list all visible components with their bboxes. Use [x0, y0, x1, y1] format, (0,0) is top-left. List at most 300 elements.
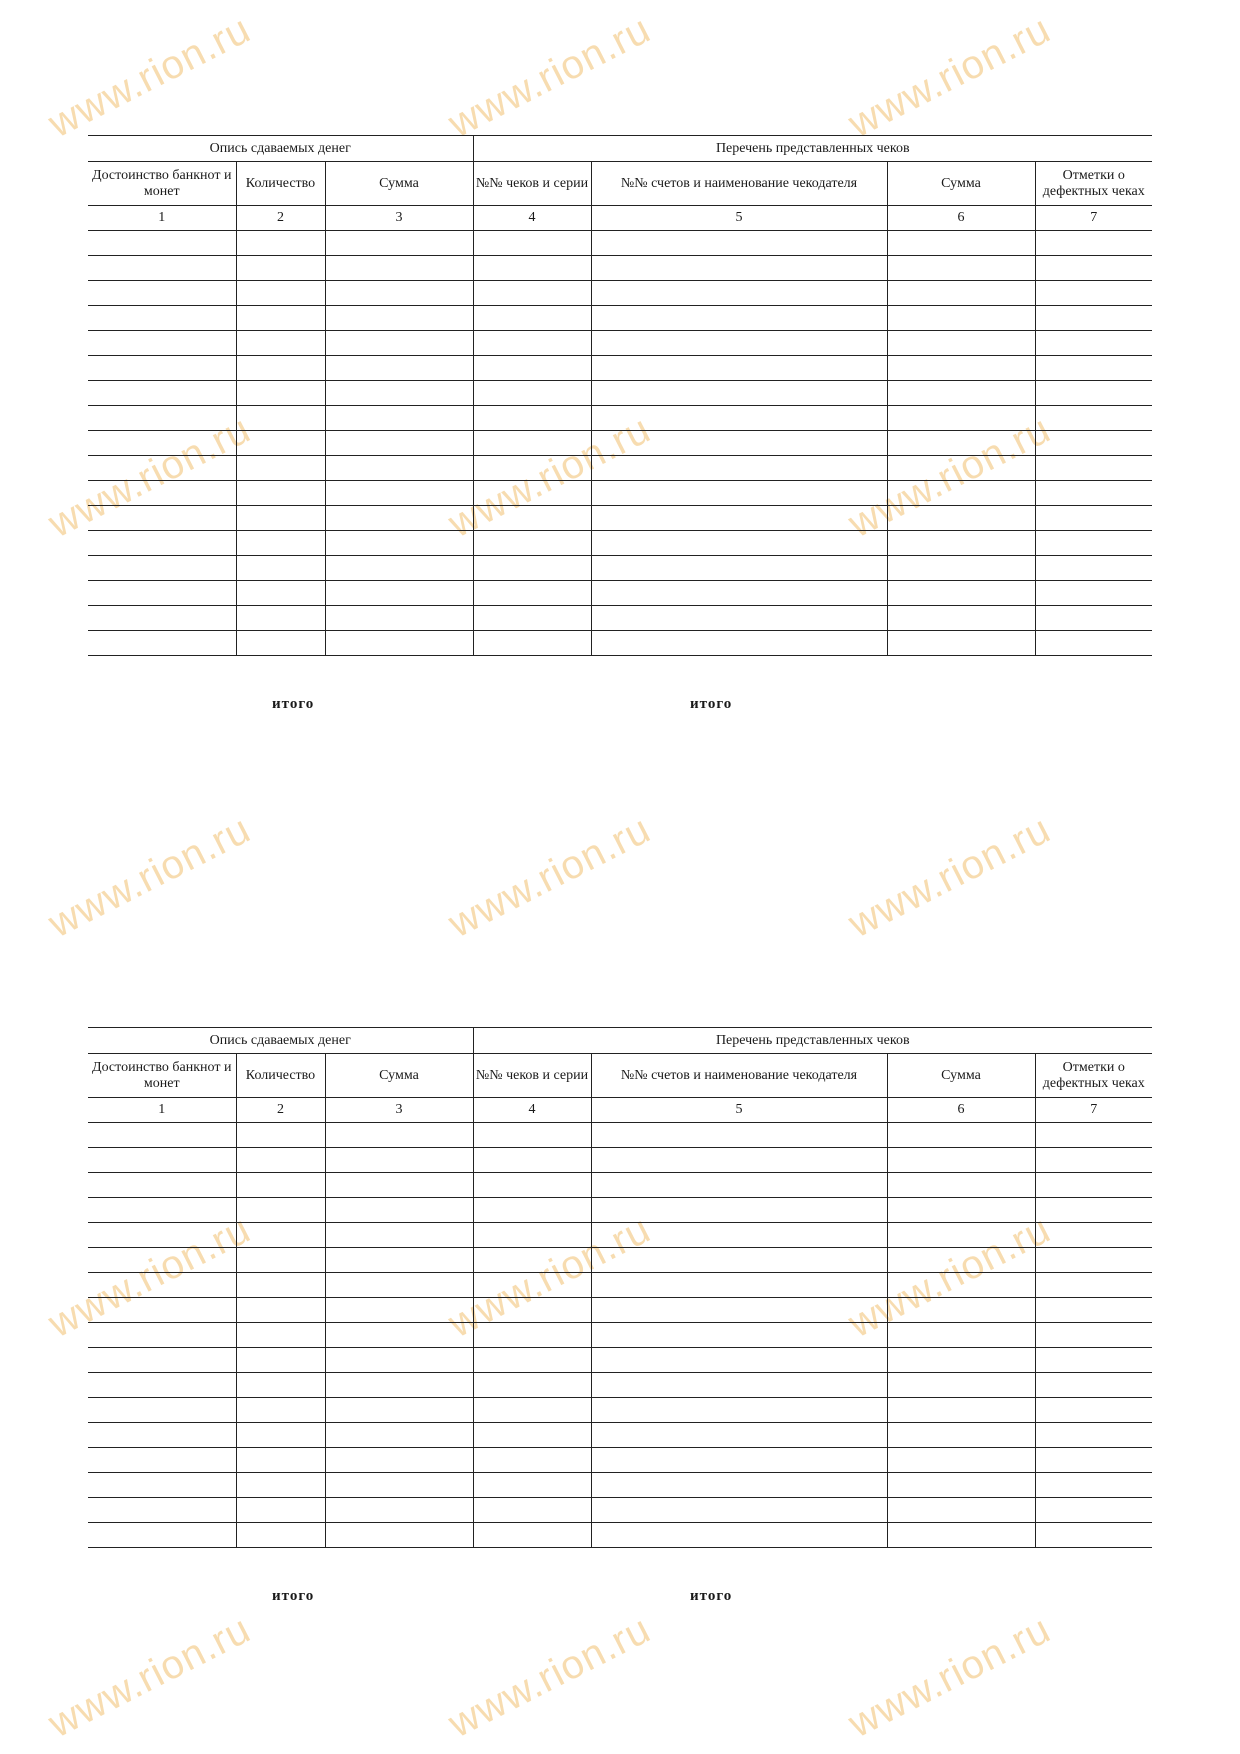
blank-cell — [236, 481, 325, 506]
blank-row — [88, 1148, 1152, 1173]
blank-cell — [591, 531, 887, 556]
total-label-checks: итого — [690, 696, 733, 712]
blank-cell — [1035, 331, 1152, 356]
blank-cell — [236, 1448, 325, 1473]
watermark-text: www.rion.ru — [441, 807, 658, 947]
blank-cell — [591, 1173, 887, 1198]
blank-cell — [887, 1498, 1035, 1523]
blank-cell — [236, 431, 325, 456]
blank-cell — [887, 1323, 1035, 1348]
blank-cell — [591, 506, 887, 531]
blank-cell — [325, 406, 473, 431]
blank-cell — [325, 456, 473, 481]
blank-cell — [236, 1298, 325, 1323]
blank-row — [88, 506, 1152, 531]
blank-cell — [1035, 356, 1152, 381]
blank-cell — [325, 1348, 473, 1373]
blank-cell — [1035, 1273, 1152, 1298]
blank-cell — [887, 281, 1035, 306]
header-check-numbers: №№ чеков и серии — [473, 1054, 591, 1098]
blank-cell — [1035, 1323, 1152, 1348]
blank-cell — [325, 481, 473, 506]
blank-cell — [236, 306, 325, 331]
header-defect-marks: Отметки о дефектных чеках — [1035, 162, 1152, 206]
blank-cell — [236, 1323, 325, 1348]
header-accounts-drawer: №№ счетов и наименование чекодателя — [591, 162, 887, 206]
blank-cell — [1035, 456, 1152, 481]
blank-cell — [887, 1298, 1035, 1323]
watermark-text: www.rion.ru — [841, 807, 1058, 947]
blank-cell — [88, 306, 236, 331]
blank-row — [88, 1373, 1152, 1398]
blank-cell — [88, 606, 236, 631]
blank-cell — [473, 1248, 591, 1273]
blank-cell — [1035, 1298, 1152, 1323]
blank-cell — [236, 1273, 325, 1298]
blank-cell — [591, 1448, 887, 1473]
blank-cell — [1035, 1223, 1152, 1248]
column-number: 1 — [88, 206, 236, 231]
blank-cell — [887, 256, 1035, 281]
blank-cell — [591, 231, 887, 256]
blank-cell — [591, 481, 887, 506]
blank-row — [88, 281, 1152, 306]
blank-row — [88, 331, 1152, 356]
blank-cell — [887, 1223, 1035, 1248]
blank-row — [88, 306, 1152, 331]
blank-row — [88, 1348, 1152, 1373]
column-number: 2 — [236, 1098, 325, 1123]
watermark-text: www.rion.ru — [41, 1607, 258, 1747]
blank-cell — [887, 456, 1035, 481]
blank-cell — [591, 1273, 887, 1298]
blank-cell — [325, 356, 473, 381]
blank-cell — [325, 281, 473, 306]
blank-cell — [325, 1148, 473, 1173]
blank-cell — [887, 606, 1035, 631]
blank-cell — [1035, 606, 1152, 631]
blank-cell — [1035, 431, 1152, 456]
form-table — [88, 1027, 1152, 1548]
column-number: 6 — [887, 206, 1035, 231]
blank-cell — [887, 1398, 1035, 1423]
column-number: 3 — [325, 1098, 473, 1123]
blank-row — [88, 556, 1152, 581]
header-denomination: Достоинство банкнот и монет — [88, 162, 236, 206]
blank-cell — [88, 1498, 236, 1523]
blank-cell — [325, 581, 473, 606]
blank-cell — [1035, 1523, 1152, 1548]
blank-cell — [236, 456, 325, 481]
blank-cell — [887, 1173, 1035, 1198]
blank-cell — [591, 1473, 887, 1498]
blank-cell — [591, 356, 887, 381]
blank-cell — [88, 1473, 236, 1498]
blank-cell — [236, 506, 325, 531]
blank-cell — [591, 1523, 887, 1548]
header-check-numbers: №№ чеков и серии — [473, 162, 591, 206]
watermark-text: www.rion.ru — [841, 1207, 1058, 1347]
watermark-text: www.rion.ru — [841, 407, 1058, 547]
blank-cell — [236, 331, 325, 356]
blank-cell — [325, 1523, 473, 1548]
blank-cell — [88, 1523, 236, 1548]
column-number: 4 — [473, 1098, 591, 1123]
blank-cell — [236, 381, 325, 406]
form-block-2 — [88, 1027, 1152, 1632]
blank-cell — [591, 306, 887, 331]
blank-cell — [236, 606, 325, 631]
blank-cell — [473, 1498, 591, 1523]
column-number: 7 — [1035, 206, 1152, 231]
blank-cell — [591, 606, 887, 631]
blank-cell — [236, 631, 325, 656]
blank-cell — [88, 1448, 236, 1473]
blank-row — [88, 581, 1152, 606]
blank-row — [88, 1523, 1152, 1548]
blank-cell — [473, 1123, 591, 1148]
blank-cell — [591, 1348, 887, 1373]
watermark-text: www.rion.ru — [41, 7, 258, 147]
blank-cell — [325, 1248, 473, 1273]
column-number: 1 — [88, 1098, 236, 1123]
blank-cell — [473, 1173, 591, 1198]
blank-row — [88, 1498, 1152, 1523]
blank-cell — [1035, 1248, 1152, 1273]
blank-cell — [473, 556, 591, 581]
blank-cell — [887, 631, 1035, 656]
blank-cell — [236, 531, 325, 556]
blank-cell — [591, 1248, 887, 1273]
blank-cell — [591, 1423, 887, 1448]
blank-cell — [887, 1423, 1035, 1448]
blank-cell — [88, 631, 236, 656]
money-inventory-caption: Опись сдаваемых денег — [88, 136, 473, 162]
blank-row — [88, 256, 1152, 281]
blank-cell — [473, 1273, 591, 1298]
blank-cell — [325, 231, 473, 256]
blank-cell — [88, 581, 236, 606]
blank-cell — [887, 481, 1035, 506]
blank-cell — [88, 506, 236, 531]
blank-row — [88, 1298, 1152, 1323]
header-defect-marks: Отметки о дефектных чеках — [1035, 1054, 1152, 1098]
blank-cell — [473, 1323, 591, 1348]
blank-cell — [473, 506, 591, 531]
blank-cell — [325, 1123, 473, 1148]
blank-cell — [88, 331, 236, 356]
blank-row — [88, 456, 1152, 481]
blank-cell — [473, 1198, 591, 1223]
blank-rows — [88, 231, 1152, 656]
blank-row — [88, 1223, 1152, 1248]
blank-cell — [88, 281, 236, 306]
column-number: 6 — [887, 1098, 1035, 1123]
column-number: 7 — [1035, 1098, 1152, 1123]
blank-cell — [1035, 581, 1152, 606]
blank-cell — [88, 1223, 236, 1248]
blank-cell — [88, 256, 236, 281]
blank-cell — [236, 1373, 325, 1398]
blank-cell — [473, 1448, 591, 1473]
blank-cell — [325, 1223, 473, 1248]
blank-cell — [887, 1473, 1035, 1498]
blank-cell — [236, 1173, 325, 1198]
blank-cell — [325, 1498, 473, 1523]
blank-cell — [236, 1523, 325, 1548]
blank-cell — [236, 1473, 325, 1498]
watermark-text: www.rion.ru — [41, 1207, 258, 1347]
blank-cell — [887, 1273, 1035, 1298]
blank-cell — [887, 531, 1035, 556]
blank-cell — [473, 1523, 591, 1548]
blank-cell — [591, 556, 887, 581]
column-number: 5 — [591, 206, 887, 231]
blank-cell — [1035, 256, 1152, 281]
blank-cell — [887, 581, 1035, 606]
blank-cell — [325, 331, 473, 356]
blank-cell — [1035, 1123, 1152, 1148]
blank-cell — [1035, 306, 1152, 331]
watermark-text: www.rion.ru — [441, 407, 658, 547]
blank-cell — [236, 556, 325, 581]
blank-cell — [88, 1123, 236, 1148]
watermark-text: www.rion.ru — [41, 807, 258, 947]
blank-cell — [325, 1373, 473, 1398]
blank-cell — [88, 1148, 236, 1173]
blank-cell — [887, 306, 1035, 331]
watermark-text: www.rion.ru — [441, 7, 658, 147]
blank-row — [88, 381, 1152, 406]
blank-cell — [236, 1248, 325, 1273]
blank-cell — [887, 406, 1035, 431]
blank-cell — [473, 1423, 591, 1448]
blank-cell — [88, 1248, 236, 1273]
blank-row — [88, 1248, 1152, 1273]
blank-cell — [591, 281, 887, 306]
blank-cell — [325, 256, 473, 281]
blank-cell — [88, 381, 236, 406]
blank-cell — [325, 431, 473, 456]
header-quantity: Количество — [236, 162, 325, 206]
blank-row — [88, 1123, 1152, 1148]
blank-cell — [236, 1398, 325, 1423]
blank-cell — [88, 1423, 236, 1448]
watermark-text: www.rion.ru — [41, 407, 258, 547]
blank-cell — [1035, 1348, 1152, 1373]
blank-cell — [236, 1198, 325, 1223]
blank-cell — [236, 281, 325, 306]
blank-cell — [88, 1298, 236, 1323]
totals-line — [88, 1572, 1152, 1632]
blank-cell — [473, 306, 591, 331]
blank-cell — [887, 431, 1035, 456]
blank-cell — [1035, 1398, 1152, 1423]
blank-cell — [473, 1398, 591, 1423]
checks-list-caption: Перечень представленных чеков — [473, 136, 1152, 162]
blank-cell — [325, 1473, 473, 1498]
blank-cell — [591, 406, 887, 431]
blank-cell — [473, 331, 591, 356]
blank-cell — [88, 1273, 236, 1298]
blank-cell — [887, 331, 1035, 356]
header-amount: Сумма — [325, 1054, 473, 1098]
watermark-text: www.rion.ru — [441, 1207, 658, 1347]
blank-row — [88, 1273, 1152, 1298]
blank-cell — [1035, 231, 1152, 256]
blank-cell — [88, 481, 236, 506]
header-denomination: Достоинство банкнот и монет — [88, 1054, 236, 1098]
blank-row — [88, 531, 1152, 556]
blank-row — [88, 1423, 1152, 1448]
blank-cell — [887, 381, 1035, 406]
blank-cell — [473, 231, 591, 256]
blank-cell — [591, 256, 887, 281]
blank-cell — [1035, 1173, 1152, 1198]
money-inventory-caption: Опись сдаваемых денег — [88, 1028, 473, 1054]
blank-cell — [88, 1373, 236, 1398]
blank-cell — [1035, 381, 1152, 406]
blank-cell — [236, 1348, 325, 1373]
blank-cell — [1035, 556, 1152, 581]
blank-cell — [325, 1273, 473, 1298]
blank-cell — [591, 1223, 887, 1248]
blank-cell — [473, 256, 591, 281]
blank-cell — [88, 1198, 236, 1223]
blank-cell — [325, 1323, 473, 1348]
blank-cell — [88, 1173, 236, 1198]
blank-cell — [1035, 1448, 1152, 1473]
blank-cell — [473, 1223, 591, 1248]
blank-cell — [1035, 1148, 1152, 1173]
blank-cell — [325, 381, 473, 406]
blank-cell — [1035, 531, 1152, 556]
blank-cell — [1035, 1473, 1152, 1498]
blank-cell — [473, 1298, 591, 1323]
blank-cell — [591, 631, 887, 656]
column-number: 3 — [325, 206, 473, 231]
blank-cell — [88, 406, 236, 431]
watermark-text: www.rion.ru — [841, 1607, 1058, 1747]
blank-row — [88, 1173, 1152, 1198]
blank-cell — [887, 506, 1035, 531]
blank-row — [88, 431, 1152, 456]
watermark-text: www.rion.ru — [841, 7, 1058, 147]
blank-cell — [887, 1123, 1035, 1148]
blank-cell — [325, 531, 473, 556]
blank-cell — [236, 581, 325, 606]
blank-cell — [887, 231, 1035, 256]
blank-cell — [1035, 1498, 1152, 1523]
blank-cell — [887, 1373, 1035, 1398]
blank-cell — [1035, 631, 1152, 656]
blank-cell — [887, 1198, 1035, 1223]
blank-cell — [591, 456, 887, 481]
blank-cell — [325, 556, 473, 581]
blank-cell — [88, 1398, 236, 1423]
blank-cell — [325, 1198, 473, 1223]
blank-cell — [88, 431, 236, 456]
blank-cell — [88, 1348, 236, 1373]
blank-cell — [325, 506, 473, 531]
blank-cell — [591, 1323, 887, 1348]
blank-cell — [325, 606, 473, 631]
blank-cell — [1035, 1423, 1152, 1448]
blank-cell — [236, 1223, 325, 1248]
blank-row — [88, 1398, 1152, 1423]
blank-cell — [236, 1423, 325, 1448]
header-accounts-drawer: №№ счетов и наименование чекодателя — [591, 1054, 887, 1098]
blank-cell — [591, 1123, 887, 1148]
blank-row — [88, 606, 1152, 631]
blank-cell — [887, 1348, 1035, 1373]
blank-cell — [236, 1123, 325, 1148]
blank-row — [88, 406, 1152, 431]
blank-cell — [591, 1498, 887, 1523]
totals-line — [88, 680, 1152, 740]
blank-cell — [325, 1423, 473, 1448]
blank-cell — [591, 431, 887, 456]
blank-cell — [236, 1498, 325, 1523]
form-block-1 — [88, 135, 1152, 740]
blank-cell — [236, 256, 325, 281]
blank-cell — [1035, 406, 1152, 431]
blank-cell — [88, 1323, 236, 1348]
blank-cell — [591, 1373, 887, 1398]
blank-cell — [473, 456, 591, 481]
blank-cell — [325, 1298, 473, 1323]
blank-cell — [325, 1448, 473, 1473]
blank-cell — [236, 356, 325, 381]
blank-row — [88, 1323, 1152, 1348]
blank-cell — [887, 1448, 1035, 1473]
header-amount: Сумма — [325, 162, 473, 206]
blank-cell — [473, 1373, 591, 1398]
checks-list-caption: Перечень представленных чеков — [473, 1028, 1152, 1054]
blank-cell — [473, 606, 591, 631]
blank-cell — [473, 431, 591, 456]
blank-cell — [325, 1398, 473, 1423]
blank-cell — [473, 1148, 591, 1173]
blank-row — [88, 1448, 1152, 1473]
total-label-checks: итого — [690, 1588, 733, 1604]
form-table — [88, 135, 1152, 656]
column-number: 2 — [236, 206, 325, 231]
blank-cell — [473, 581, 591, 606]
blank-row — [88, 231, 1152, 256]
blank-cell — [591, 1298, 887, 1323]
blank-cell — [473, 281, 591, 306]
blank-cell — [887, 1248, 1035, 1273]
blank-cell — [236, 231, 325, 256]
blank-cell — [591, 1398, 887, 1423]
blank-row — [88, 1473, 1152, 1498]
blank-cell — [88, 556, 236, 581]
blank-cell — [1035, 281, 1152, 306]
blank-cell — [887, 1523, 1035, 1548]
blank-cell — [591, 331, 887, 356]
blank-cell — [325, 1173, 473, 1198]
blank-row — [88, 1198, 1152, 1223]
blank-cell — [591, 1198, 887, 1223]
header-quantity: Количество — [236, 1054, 325, 1098]
blank-cell — [473, 406, 591, 431]
blank-cell — [88, 231, 236, 256]
blank-cell — [1035, 1198, 1152, 1223]
blank-cell — [591, 1148, 887, 1173]
blank-cell — [473, 381, 591, 406]
total-label-money: итого — [272, 1588, 315, 1604]
